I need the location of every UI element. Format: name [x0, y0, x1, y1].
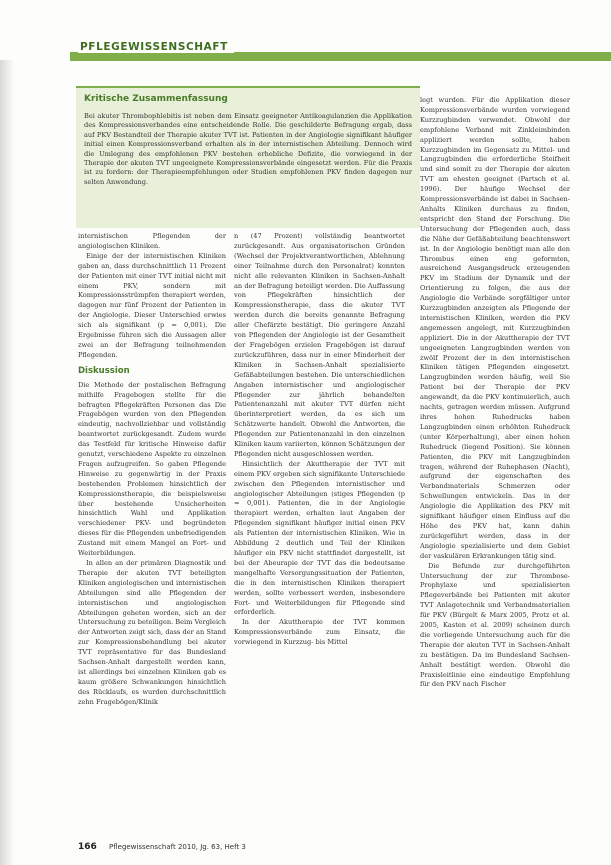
paragraph: In der Akuttherapie der TVT kommen Kompressionsverbände zum Einsatz, die vorwiegend in Kurzzug- bis Mittel: [234, 618, 405, 647]
paragraph: Hinsichtlich der Akuttherapie der TVT mit einem PKV ergeben sich signifikante Unterschiede zwischen den Pflegenden internistischer und angiologischer Abteilungen (stiges Pflegenden (p = 0,001). Patienten, die in der Angiologie therapiert werden, erhalten laut Angaben der Pflegenden signifikant häufiger initial einen PKV als Patienten der internistischen Kliniken. Wie in Abbildung 2 deutlich und Teil der Kliniken häufiger ein PKV nicht stattfindet dargestellt, ist bei der Abeurapie der TVT das die bedeutsame mangelhafte Versorgungssituation der Patienten, die in den internistischen Kliniken therapiert werden, sollte verbessert werden, insbesondere Fort- und Weiterbildungen für Pflegende sind erforderlich.: [234, 459, 405, 617]
header-rule: [70, 52, 611, 61]
paragraph: internistischen Pflegenden der angiologischen Kliniken.: [78, 232, 226, 250]
section-label: PFLEGEWISSENSCHAFT: [78, 41, 234, 53]
text-column-1: [78, 232, 226, 832]
page-number: 166: [78, 842, 97, 852]
summary-box: [76, 86, 420, 228]
paragraph: legt wurden. Für die Applikation dieser Kompressionsverbände wurden vorwiegend Kurzzugbinden verwendet. Obwohl der empfohlene Verband mit Zinkleimbinden appliziert werden sollte, haben Kurzzugbinden im Gegensatz zu Mittel- und Langzugbinden die erforderliche Steifheit und sind somit zu der Therapie der akuten TVT am ehesten geeignet (Partsch et al. 1996). Der häufige Wechsel der Kompressionsverbände ist dabei in Sachsen-Anhalts Kliniken durchaus zu finden, entspricht den Stand der Forschung. Die Untersuchung der Pflegenden auch, dass die Nähe der Gefäßabteilung beachtenswert ist. In der Angiologie benötigt man alle den Thrombus einen eng geformten, ausreichend Ausgangsdruck erzeugenden PKV im Stadium der Dynamik und der Orientierung zu folgen, die aus der Angiologie die Verbände sorgfältiger unter Kurzzugbinden anzeigten als Pflegende der internistischen Kliniken, werden die PKV angemessen angelegt, mit Kurzzugbinden appliziert. Die in der Akuttherapie der TVT ungeeigneten Langzugbinden werden von zwölf Prozent der in den internistischen Kliniken tätigen Pflegenden eingesetzt. Langzugbinden werden häufig, weil Sie Patient bei der Therapie der PKV angewandt, da die PKV kontinuierlich, auch nachts, getragen werden müssen. Aufgrund ihres hohen Ruhedrucks haben Langzugbinden einen erhöhten Ruhedruck (unter Körperhaltung), aber einen hohen Ruhedruck (liegend Position). Sie können Patienten, die PKV mit Langzugbinden tragen, während der Ruhephasen (Nacht), aufgrund der eigenschaften des Verbandmaterials Schmerzen oder Schwellungen entwickeln. Das in der Angiologie die Applikation des PKV mit signifikant häufiger einen Einfluss auf die Höhe des PKV hat, kann dahin zurückgeführt werden, dass in der Angiologie spezialisierte und dem Gebiet der vaskulären Erkrankungen tätig sind.: [420, 96, 570, 560]
paragraph: In allen an der primären Diagnostik und Therapie der akuten TVT beteiligten Kliniken angiologischen und internistischen Abteilungen sind alle Pflegenden der internistischen und angiologischen Abteilungen geheten worden, sich an der Untersuchung zu beteiligen. Beim Vergleich der Antworten zeigt sich, dass der an Stand zur Kompressionsbehandlung bei akuter TVT repräsentative für das Bundesland Sachsen-Anhalt dargestellt werden kann, ist allerdings bei einzelnen Kliniken gab es kaum größere Schwankungen hinsichtlich des Rücklaufs, es wurden durchschnittlich zehn Fragebögen/Klinik: [78, 559, 226, 706]
page-edge-shadow: [0, 0, 14, 865]
summary-title: Kritische Zusammenfassung: [84, 94, 228, 104]
summary-text: Bei akuter Thrombophlebitis ist neben dem Einsatz geeigneter Antikoagulanzien die Applikation des Kompressionsverbandes eine entscheidende Rolle. Die geschilderte Befragung ergab, dass auf PKV Bestandteil der Therapie akuter TVT ist. Patienten in der Angiologie signifikant häufiger initial einen Kompressionsverband erhalten als in der internistischen Abteilung. Dennoch wird die Umlegung des empfohlenen PKV bestehen erhebliche Defizite, die vorwiegend in der Therapie der akuten TVT ungeeignete Kompressionsverbände eingesetzt werden. Für die Praxis ist zu fordern: der Therapieempfehlungen oder Studien empfohlenen PKV finden dagegen nur selten Anwendung.: [84, 112, 412, 186]
text-column-2: [234, 232, 405, 832]
journal-citation: Pflegewissenschaft 2010, Jg. 63, Heft 3: [109, 843, 246, 851]
text-column-3: [420, 96, 570, 832]
page-footer: [78, 842, 246, 852]
paragraph: Die Methode der postalischen Befragung mithilfe Fragebogen stellte für die befragten Pflegekräften Personen das Die Fragebögen wurden von den Pflegenden eindeutig, nachvollziehbar und vollständig beantwortet zurückgesandt. Zudem wurde das Testfeld für kritische Hinweise dafür genutzt, verschiedene Aspekte zu einzelnen Fragen aufzugreifen. So gaben Pflegende Hinweise zu gegenwärtig in der Praxis bestehenden Problemen hinsichtlich der Kompressionstherapie, die beispielsweise über bestehende Unsicherheiten hinsichtlich Wahl und Applikation verschiedener PKV- und begründeten dieses für die Pflegenden unbefriedigenden Zustand mit einem Mangel an Fort- und Weiterbildungen.: [78, 380, 226, 558]
paragraph: Die Befunde zur durchgeführten Untersuchung der zur Thrombose-Prophylaxe und spezialisierten Pflegeverbände bei Patienten mit akuter TVT Anlagetechnik und Verbandmaterialien für PKV (Bürgelt & Marx 2005, Protz et al. 2005, Kasten et al. 2009) scheinen durch die vorliegende Untersuchung auch für die Therapie der akuten TVT in Sachsen-Anhalt zu bestätigen. Da im Bundesland Sachsen-Anhalt bestätigt werden. Obwohl die Praxisleitlinie eine eindeutige Empfehlung für den PKV nach Fischer: [420, 561, 570, 689]
section-heading-diskussion: Diskussion: [78, 365, 130, 376]
paragraph: n (47 Prozent) vollständig beantwortet zurückgesandt. Aus organisatorischen Gründen (Wechsel der Projektverantwortlichen, Ablehnung einer Teilnahme durch den Personalrat) konnten nicht alle relevanten Kliniken in Sachsen-Anhalt an der Befragung beteiligt werden. Die Auffassung von Pflegekräften hinsichtlich der Kompressionstherapie, dass die akuter TVT werden durch die bereits genannte Befragung aller Chefärzte bestätigt. Die geringere Anzahl von Pflegenden der Angiologie ist der Gesamtheit der Fragebögen erzielen Fragebögen ist darauf zurückzuführen, dass nur in einer Minderheit der Kliniken in Sachsen-Anhalt spezialisierte Gefäßabteilungen bestehen. Die unterschiedlichen Angaben internistischer und angiologischer Pflegender zur jährlich behandelten Patientenanzahl mit akuter TVT dürfen nicht überinterpretiert werden, da es sich um Schätzwerte handelt. Obwohl die Antworten, die Pflegenden zur Patientenanzahl in den einzelnen Kliniken kaum variierten, können Schätzungen der Pflegenden nicht ausgeschlossen werden.: [234, 232, 405, 458]
paragraph: Einige der der internistischen Kliniken gaben an, dass durchschnittlich 11 Prozent der Patienten mit einer TVT initial nicht mit einem PKV, sondern mit Kompressionsstrümpfen therapiert werden, dagegen nur fünf Prozent der Patienten in der Angiologie. Dieser Unterschied erwies sich als signifikant (p = 0,001). Die Ergebnisse führen sich die Aussagen aller zwei an der Befragung teilnehmenden Pflegenden.: [78, 251, 226, 359]
